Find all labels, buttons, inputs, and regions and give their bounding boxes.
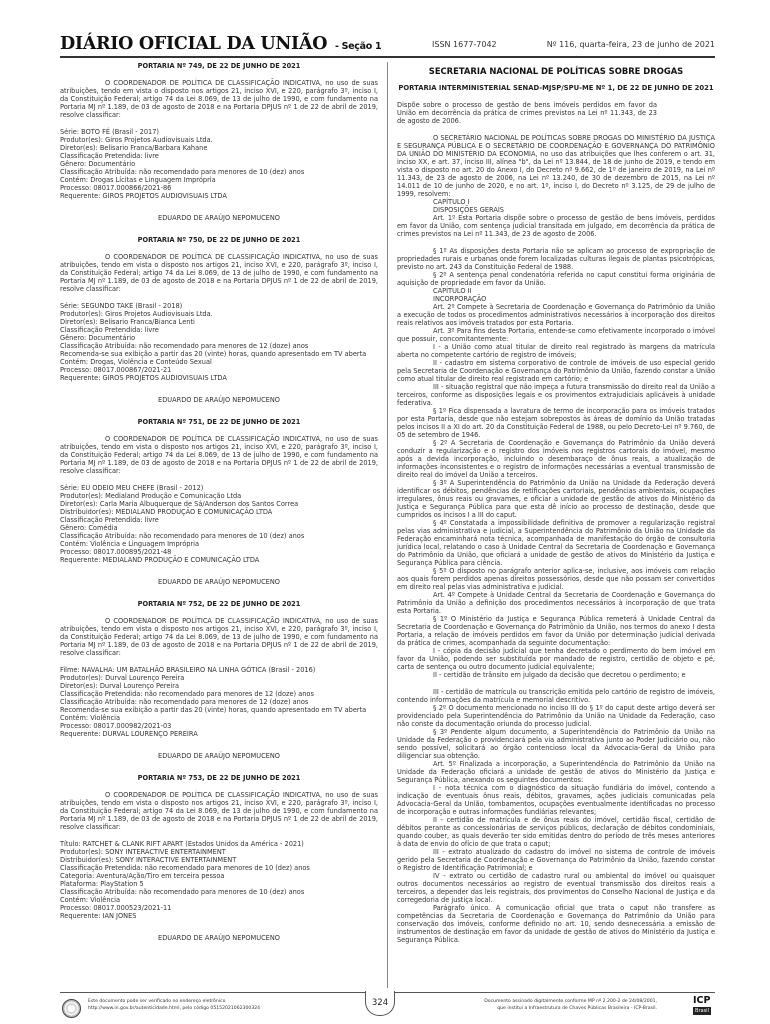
signature: EDUARDO DE ARAÚJO NEPOMUCENO: [158, 752, 280, 760]
signature-note: [484, 999, 657, 1012]
edition-info: Nº 116, quarta-feira, 23 de junho de 2021: [546, 40, 715, 49]
detail-line: Classificação Atribuída: não recomendado para menores de 12 (doze) anos: [60, 342, 309, 350]
portaria-intro: O COORDENADOR DE POLÍTICA DE CLASSIFICAÇÃO INDICATIVA, no uso de suas atribuições, tendo em vista o disposto nos artigos 21, inciso XVI, e 220, parágrafo 3º, inciso I, da Constituição Federal; artigo 74 da Lei 8.069, de 13 de julho de 1990, e com fundamento na Portaria MJ nº 1.189, de 03 de agosto de 2018 e na Portaria DPJUS nº 1 de 22 de abril de 2019, resolve classificar:: [60, 617, 378, 657]
detail-line: Contém: Drogas, Violência e Conteúdo Sexual: [60, 358, 212, 366]
signature: EDUARDO DE ARAÚJO NEPOMUCENO: [158, 578, 280, 586]
portaria-intro: O COORDENADOR DE POLÍTICA DE CLASSIFICAÇÃO INDICATIVA, no uso de suas atribuições, tendo em vista o disposto nos artigos 21, inciso XVI, e 220, parágrafo 3º, inciso I, da Constituição Federal; artigo 74 da Lei 8.069, de 13 de julho de 1990, e com fundamento na Portaria MJ nº 1.189, de 03 de agosto de 2018 e na Portaria DPJUS nº 1 de 22 de abril de 2019, resolve classificar:: [60, 253, 378, 293]
detail-line: Produtor(es): Medialand Produção e Comunicação Ltda: [60, 492, 242, 500]
portaria-title: PORTARIA Nº 751, DE 22 DE JUNHO DE 2021: [137, 418, 301, 426]
detail-line: Classificação Pretendida: livre: [60, 516, 159, 524]
portaria-intro: O COORDENADOR DE POLÍTICA DE CLASSIFICAÇÃO INDICATIVA, no uso de suas atribuições, tendo em vista o disposto nos artigos 21, inciso XVI, e 220, parágrafo 3º, inciso I, da Constituição Federal; artigo 74 da Lei 8.069, de 13 de julho de 1990, e com fundamento na Portaria MJ nº 1.189, de 03 de agosto de 2018 e na Portaria DPJUS nº 1 de 22 de abril de 2019, resolve classificar:: [60, 435, 378, 475]
right-column: [397, 62, 715, 944]
inciso: I - cópia da decisão judicial que tenha decretado o perdimento do bem imóvel em favor da União, podendo ser substituída por mandado de registro, certidão de objeto e pé, carta de sentença ou outro documento judicial equivalente;: [397, 647, 715, 671]
detail-line: Processo: 08017.000867/2021-21: [60, 366, 172, 374]
portaria-750: [60, 236, 378, 404]
detail-line: Requerente: DURVAL LOURENÇO PEREIRA: [60, 730, 198, 738]
detail-line: Contém: Drogas Lícitas e Linguagem Imprópria: [60, 176, 216, 184]
detail-line: Gênero: Documentário: [60, 160, 136, 168]
preamble: O SECRETÁRIO NACIONAL DE POLÍTICAS SOBRE DROGAS DO MINISTÉRIO DA JUSTIÇA E SEGURANÇA PÚBLICA E O SECRETÁRIO DE COORDENAÇÃO E GOVERNANÇA DO PATRIMÔNIO DA UNIÃO DO MINISTÉRIO DA ECONOMIA, no uso das atribuições que lhes conferem o art. 31, inciso XX, e art. 37, inciso III, alínea "b", da Lei nº 13.844, de 18 de junho de 2019, e tendo em vista o disposto no art. 20 do Anexo I, do Decreto nº 9.662, de 1º de janeiro de 2019, na Lei nº 11.343, de 23 de agosto de 2006, na Lei nº 13.240, de 30 de dezembro de 2015, na Lei nº 14.011 de 10 de junho de 2020, e no art. 1º, inciso I, do Decreto nº 3.125, de 29 de julho de 1999, resolvem:: [397, 134, 715, 198]
detail-line: Série: SEGUNDO TAKE (Brasil - 2018): [60, 302, 183, 310]
ementa: Dispõe sobre o processo de gestão de bens imóveis perdidos em favor da União em decorrência da prática de crimes previstos na Lei nº 11.343, de 23 de agosto de 2006.: [397, 101, 657, 125]
paragraph: § 2º A Secretaria de Coordenação e Governança do Patrimônio da União deverá conduzir a regularização e o registro dos imóveis nos registros cartorais do imóvel, mesmo após a devida incorporação, incluindo o desembaraço de ônus reais, a atualização de informações inconsistentes e o registro de informações necessárias a eventual transmissão de direito real do imóvel da União a terceiros.: [397, 439, 715, 479]
detail-line: Diretor(es): Carla Maria Albuquerque de Sá/Anderson dos Santos Correa: [60, 500, 299, 508]
signature-note-line: Documento assinado digitalmente conforme MP nº 2.200-2 de 24/08/2001,: [484, 999, 657, 1004]
detail-line: Contém: Violência: [60, 714, 120, 722]
classification-details: [60, 302, 378, 382]
inciso: II - certidão de matrícula e de ônus reais do imóvel, certidão fiscal, certidão de débitos perante as concessionárias de serviços públicos, declaração de débitos condominiais, quando couber, as quais deverão ter sido emitidas dentro do período de três meses anteriores à data de envio do ofício de que trata o caput;: [397, 816, 715, 848]
issn: ISSN 1677-7042: [432, 40, 497, 49]
chapter-heading: CAPÍTULO I: [433, 198, 470, 206]
verification-note: [88, 999, 260, 1012]
icp-logo-text: ICP: [693, 995, 711, 1006]
portaria-753: [60, 774, 378, 942]
detail-line: Requerente: GIROS PROJETOS AUDIOVISUAIS LTDA: [60, 192, 227, 200]
inciso: II - certidão de trânsito em julgado da decisão que decretou o perdimento; e: [433, 671, 686, 679]
inciso: I - nota técnica com o diagnóstico da situação fundiária do imóvel, contendo a indicação de eventuais ônus reais, débitos, gravames, ações judiciais comunicadas pela Advocacia-Geral da União, tombamentos, ocupações eventualmente identificadas no processo de incorporação e outras informações fundiárias relevantes;: [397, 784, 715, 816]
detail-line: Classificação Pretendida: livre: [60, 152, 159, 160]
paragraph: § 4º Constatada a impossibilidade definitiva de promover a regularização registral pelas vias administrativa e judicial, a Superintendência do Patrimônio da União na Unidade da Federação encaminhará nota técnica, acompanhada de manifestação do órgão de consultoria jurídica local, relatando o caso à Unidade Central da Secretaria de Coordenação e Governança do Patrimônio da União, que oficiará a unidade de gestão de ativos do Ministério da Justiça e Segurança Pública para ciência.: [397, 519, 715, 567]
verification-text: Este documento pode ser verificado no endereço eletrônico: [88, 999, 226, 1004]
portaria-title: PORTARIA INTERMINISTERIAL SENAD-MJSP/SPU-ME Nº 1, DE 22 DE JUNHO DE 2021: [398, 84, 714, 92]
detail-line: Diretor(es): Belisario Franca/Bianca Lenti: [60, 318, 195, 326]
verification-link[interactable]: http://www.in.gov.br/autenticidade.html, pelo código 05152021062300324: [88, 1005, 261, 1011]
signature-note-line: que institui a Infraestrutura de Chaves Públicas Brasileira - ICP-Brasil.: [497, 1005, 657, 1011]
detail-line: Plataforma: PlayStation 5: [60, 880, 144, 888]
detail-line: Classificação Atribuída: não recomendado para menores de 10 (dez) anos: [60, 532, 305, 540]
detail-line: Classificação Atribuída: não recomendado para menores de 12 (doze) anos: [60, 698, 309, 706]
detail-line: Produtor(es): Durval Lourenço Pereira: [60, 674, 185, 682]
portaria-title: PORTARIA Nº 753, DE 22 DE JUNHO DE 2021: [137, 774, 301, 782]
paragraph: § 1º As disposições desta Portaria não se aplicam ao processo de expropriação de propriedades rurais e urbanas onde forem localizadas culturas ilegais de plantas psicotrópicas, previsto no art. 243 da Constituição Federal de 1988.: [397, 247, 715, 271]
portaria-body: [397, 198, 715, 944]
paragraph: § 2º O documento mencionado no inciso III do § 1º do caput deste artigo deverá ser providenciado pela Superintendência do Patrimônio da União na Unidade da Federação, caso não conste da documentação oriunda do processo judicial.: [397, 704, 715, 728]
detail-line: Categoria: Aventura/Ação/Tiro em terceira pessoa: [60, 872, 225, 880]
detail-line: Requerente: MEDIALAND PRODUÇÃO E COMUNICAÇÃO LTDA: [60, 556, 260, 564]
detail-line: Diretor(es): Belisario Franca/Barbara Kahane: [60, 144, 208, 152]
detail-line: Processo: 08017.000523/2021-11: [60, 904, 172, 912]
detail-line: Requerente: IAN JONES: [60, 912, 137, 920]
portaria-title: PORTARIA Nº 752, DE 22 DE JUNHO DE 2021: [137, 600, 301, 608]
detail-line: Produtor(es): SONY INTERACTIVE ENTERTAINMENT: [60, 848, 226, 856]
article: Art. 5º Finalizada a incorporação, a Superintendência do Patrimônio da União na Unidade da Federação oficiará a unidade de gestão de ativos do Ministério da Justiça e Segurança Pública, anexando os seguintes documentos:: [397, 760, 715, 784]
detail-line: Requerente: GIROS PROJETOS AUDIOVISUAIS LTDA: [60, 374, 227, 382]
inciso: III - situação registral que não impeça a futura transmissão do direito real da União a terceiros, conforme as disposições legais e os provimentos extrajudiciais aplicáveis à unidade federativa.: [397, 383, 715, 407]
detail-line: Série: EU ODEIO MEU CHEFE (Brasil - 2012): [60, 484, 204, 492]
portaria-title: PORTARIA Nº 749, DE 22 DE JUNHO DE 2021: [137, 62, 301, 70]
detail-line: Gênero: Comédia: [60, 524, 118, 532]
paragraph: § 5º O disposto no parágrafo anterior aplica-se, inclusive, aos imóveis com relação aos quais forem perdidos apenas direitos possessórios, desde que não possam ser convertidos em direito real pelas vias administrativa e judicial.: [397, 567, 715, 591]
article: Art. 3º Para fins desta Portaria, entende-se como efetivamente incorporado o imóvel que possuir, concomitantemente:: [397, 327, 715, 343]
masthead-title: DIÁRIO OFICIAL DA UNIÃO: [60, 34, 328, 54]
masthead: [60, 34, 381, 54]
icp-logo-subtext: Brasil: [693, 1007, 711, 1015]
page-header: [60, 34, 715, 56]
header-rule: [60, 56, 715, 58]
article: Art. 2º Compete à Secretaria de Coordenação e Governança do Patrimônio da União a execução de todos os procedimentos administrativos necessários à incorporação dos direitos reais relativos aos imóveis tratados por esta Portaria.: [397, 303, 715, 327]
classification-details: [60, 128, 378, 200]
icp-brasil-logo-icon: [665, 995, 715, 1017]
paragraph: § 2º A sentença penal condenatória referida no caput constitui forma originária de aquisição de propriedade em favor da União.: [397, 271, 715, 287]
article: Art. 1º Esta Portaria dispõe sobre o processo de gestão de bens imóveis, perdidos em favor da União, com sentença judicial transitada em julgado, em decorrência da prática de crimes previstos na Lei nº 11.343, de 23 de agosto de 2006.: [397, 214, 715, 238]
sole-paragraph: Parágrafo único. A comunicação oficial que trata o caput não transfere as competências da Secretaria de Coordenação e Governança do Patrimônio da União para conservação dos imóveis, conforme definido no art. 10, sendo desnecessária a emissão de instrumentos de destinação em favor da unidade de gestão de ativos do Ministério da Justiça e Segurança Pública.: [397, 904, 715, 944]
coat-of-arms-icon: [62, 999, 81, 1018]
chapter-title: DISPOSIÇÕES GERAIS: [433, 206, 504, 214]
detail-line: Gênero: Documentário: [60, 334, 136, 342]
left-column: [60, 62, 378, 956]
portaria-intro: O COORDENADOR DE POLÍTICA DE CLASSIFICAÇÃO INDICATIVA, no uso de suas atribuições, tendo em vista o disposto nos artigos 21, inciso XVI, e 220, parágrafo 3º, inciso I, da Constituição Federal; artigo 74 da Lei 8.069, de 13 de julho de 1990, e com fundamento na Portaria MJ nº 1.189, de 03 de agosto de 2018 e na Portaria DPJUS nº 1 de 22 de abril de 2019, resolve classificar:: [60, 79, 378, 119]
detail-line: Classificação Atribuída: não recomendado para menores de 10 (dez) anos: [60, 888, 305, 896]
agency-heading: SECRETARIA NACIONAL DE POLÍTICAS SOBRE DROGAS: [428, 66, 684, 76]
detail-line: Processo: 08017.000895/2021-48: [60, 548, 172, 556]
detail-line: Série: BOTO FÉ (Brasil - 2017): [60, 128, 159, 136]
detail-line: Recomenda-se sua exibição a partir das 20 (vinte) horas, quando apresentado em TV aberta: [60, 350, 367, 358]
signature: EDUARDO DE ARAÚJO NEPOMUCENO: [158, 396, 280, 404]
paragraph: § 1º O Ministério da Justiça e Segurança Pública remeterá à Unidade Central da Secretaria de Coordenação e Governança do Patrimônio da União, nos termos do anexo I desta Portaria, a relação de imóveis perdidos em favor da União por determinação judicial derivada da prática de crimes, acompanhada da seguinte documentação:: [397, 615, 715, 647]
portaria-749: [60, 62, 378, 222]
page-number: 324: [365, 991, 395, 1016]
classification-details: [60, 666, 378, 738]
detail-line: Distribuidor(es): SONY INTERACTIVE ENTERTAINMENT: [60, 856, 237, 864]
inciso: IV - extrato ou certidão de cadastro rural ou ambiental do imóvel ou quaisquer outros documentos necessários ao registro de eventual transmissão dos direitos reais a terceiros, a depender das leis registrais, dos provimentos do Conselho Nacional de Justiça e da corregedoria de justiça local.: [397, 872, 715, 904]
portaria-title: PORTARIA Nº 750, DE 22 DE JUNHO DE 2021: [137, 236, 301, 244]
paragraph: § 3º Pendente algum documento, a Superintendência do Patrimônio da União na Unidade da Federação o providenciará pela via administrativa junto ao Poder Judiciário ou, não sendo possível, solicitará ao órgão contencioso local da Advocacia-Geral da União para diligenciar sua obtenção.: [397, 728, 715, 760]
detail-line: Contém: Violência e Linguagem Imprópria: [60, 540, 200, 548]
inciso: II - cadastro em sistema corporativo de controle de imóveis de uso especial gerido pela Secretaria de Coordenação e Governança do Patrimônio da União, fazendo constar a União como atual titular de direito real registrado em cartório; e: [397, 359, 715, 383]
signature: EDUARDO DE ARAÚJO NEPOMUCENO: [158, 214, 280, 222]
paragraph: § 1º Fica dispensada a lavratura de termo de incorporação para os imóveis tratados por esta Portaria, desde que não estejam sobrepostos às áreas de domínio da União tratadas pelos incisos II a XI do art. 20 da Constituição Federal de 1988, ou pelo Decreto-Lei nº 9.760, de 05 de setembro de 1946.: [397, 407, 715, 439]
detail-line: Classificação Pretendida: não recomendado para menores de 12 (doze) anos: [60, 690, 314, 698]
classification-details: [60, 840, 378, 920]
paragraph: § 3º A Superintendência do Patrimônio da União na Unidade da Federação deverá identificar os débitos, pendências de retificações cartoriais, pendências ambientais, ocupações irregulares, ônus reais ou gravames, e oficiar a unidade de gestão de ativos do Ministério da Justiça e Segurança Pública para que esta dê início ao processo de destinação, desde que cumpridos os incisos I a III do caput.: [397, 479, 715, 519]
detail-line: Diretor(es): Durval Lourenço Pereira: [60, 682, 179, 690]
detail-line: Classificação Atribuída: não recomendado para menores de 10 (dez) anos: [60, 168, 305, 176]
detail-line: Classificação Pretendida: livre: [60, 326, 159, 334]
detail-line: Distribuidor(es): MEDIALAND PRODUÇÃO E COMUNICAÇÃO LTDA: [60, 508, 273, 516]
detail-line: Produtor(es): Giros Projetos Audiovisuais Ltda.: [60, 136, 213, 144]
detail-line: Filme: NAVALHA: UM BATALHÃO BRASILEIRO NA LINHA GÓTICA (Brasil - 2016): [60, 666, 316, 674]
column-divider: [387, 62, 388, 988]
detail-line: Contém: Violência: [60, 896, 120, 904]
section-label: - Seção 1: [334, 41, 382, 52]
detail-line: Recomenda-se sua exibição a partir das 20 (vinte) horas, quando apresentado em TV aberta: [60, 706, 367, 714]
portaria-intro: O COORDENADOR DE POLÍTICA DE CLASSIFICAÇÃO INDICATIVA, no uso de suas atribuições, tendo em vista o disposto nos artigos 21, inciso XVI, e 220, parágrafo 3º, inciso I, da Constituição Federal; artigo 74 da Lei 8.069, de 13 de julho de 1990, e com fundamento na Portaria MJ nº 1.189, de 03 de agosto de 2018 e na Portaria DPJUS nº 1 de 22 de abril de 2019, resolve classificar:: [60, 791, 378, 831]
chapter-title: INCORPORAÇÃO: [433, 295, 487, 303]
detail-line: Classificação Pretendida: não recomendado para menores de 10 (dez) anos: [60, 864, 310, 872]
signature: EDUARDO DE ARAÚJO NEPOMUCENO: [158, 934, 280, 942]
portaria-752: [60, 600, 378, 760]
classification-details: [60, 484, 378, 564]
article: Art. 4º Compete à Unidade Central da Secretaria de Coordenação e Governança do Patrimônio da União a definição dos procedimentos necessários à incorporação de que trata esta Portaria.: [397, 591, 715, 615]
detail-line: Produtor(es): Giros Projetos Audiovisuais Ltda.: [60, 310, 213, 318]
detail-line: Título: RATCHET & CLANK RIFT APART (Estados Unidos da América - 2021): [60, 840, 304, 848]
detail-line: Processo: 08017.000982/2021-03: [60, 722, 172, 730]
portaria-751: [60, 418, 378, 586]
page-footer: [60, 992, 715, 1020]
inciso: III - certidão de matrícula ou transcrição emitida pelo cartório de registro de imóveis, contendo informações da matrícula e memorial descritivo.: [397, 688, 715, 704]
chapter-heading: CAPÍTULO II: [433, 287, 472, 295]
inciso: III - extrato atualizado do cadastro do imóvel no sistema de controle de imóveis gerido pela Secretaria de Coordenação e Governança do Patrimônio da União, fazendo constar o Registro de Identificação Patrimonial; e: [397, 848, 715, 872]
inciso: I - a União como atual titular de direito real registrado às margens da matrícula aberta no competente cartório de registro de imóveis;: [397, 343, 715, 359]
detail-line: Processo: 08017.000866/2021-86: [60, 184, 172, 192]
